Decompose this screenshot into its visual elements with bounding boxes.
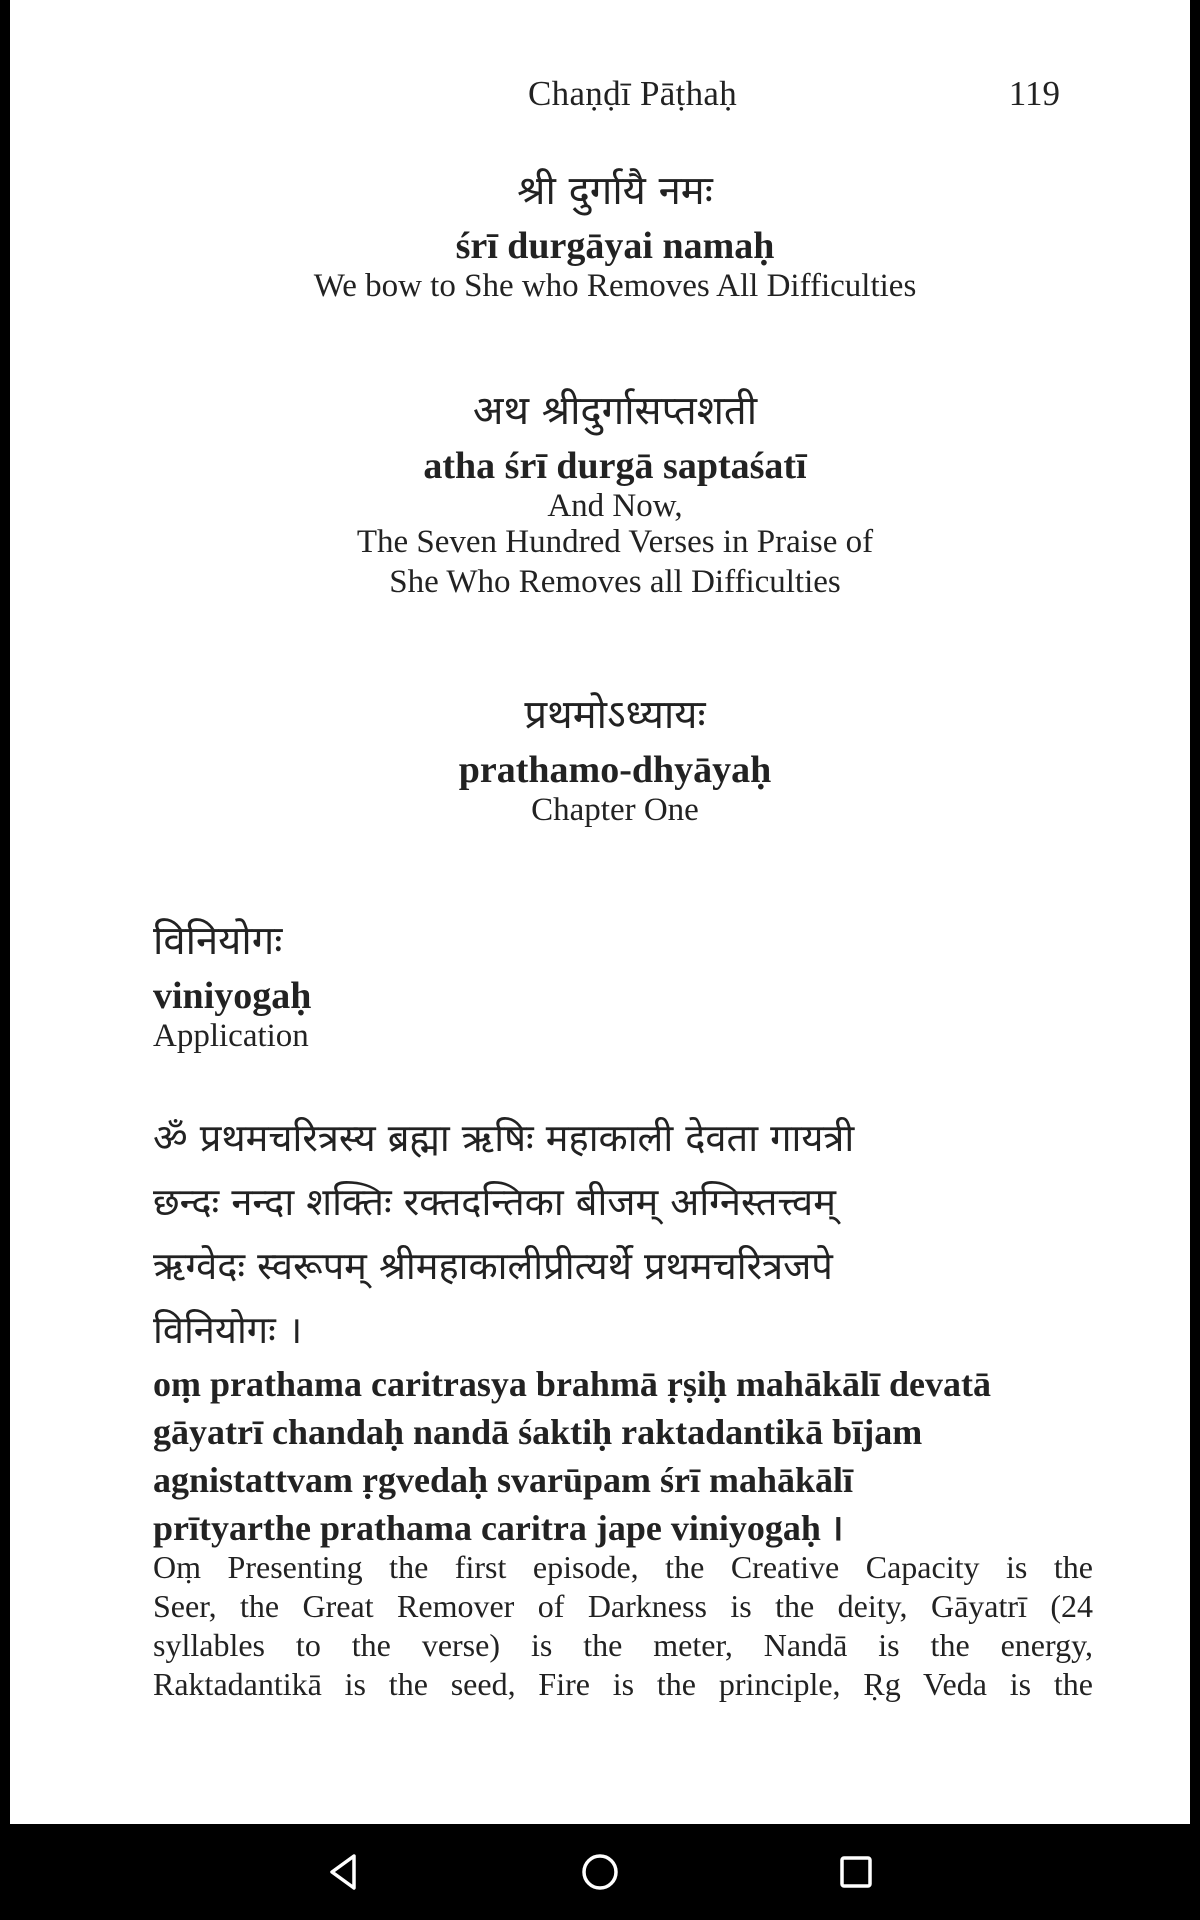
book-page	[10, 0, 1190, 1824]
recents-icon[interactable]	[828, 1844, 884, 1900]
mantra-devanagari: ॐ प्रथमचरित्रस्य ब्रह्मा ऋषिः महाकाली देवता गायत्री छन्दः नन्दा शक्तिः रक्तदन्तिका बीजम् अग्निस्तत्त्वम् ऋग्वेदः स्वरूपम् श्रीमहाकालीप्रीत्यर्थे प्रथमचरित्रजपे विनियोगः ।	[153, 1116, 855, 1352]
mantra-transliteration: oṃ prathama caritrasya brahmā ṛṣiḥ mahākālī devatā gāyatrī chandaḥ nandā śaktiḥ raktadantikā bījam agnistattvam ṛgvedaḥ svarūpam śrī mahākālī prītyarthe prathama caritra jape viniyogaḥ ।	[153, 1364, 991, 1548]
viniyoga-translation: Application	[153, 1018, 309, 1054]
viniyoga-devanagari: विनियोगः	[153, 918, 283, 964]
system-navigation-bar	[0, 1824, 1200, 1920]
chapter-translation: Chapter One	[531, 792, 699, 828]
title-translation-line1: And Now,	[547, 488, 683, 524]
running-head: Chaṇḍī Pāṭhaḥ	[528, 74, 738, 113]
title-transliteration: atha śrī durgā saptaśatī	[423, 445, 807, 487]
title-devanagari: अथ श्रीदुर्गासप्तशती	[472, 388, 758, 434]
invocation-translation: We bow to She who Removes All Difficulties	[313, 268, 917, 304]
invocation-transliteration: śrī durgāyai namaḥ	[455, 225, 775, 267]
chapter-transliteration: prathamo-dhyāyaḥ	[458, 749, 772, 791]
back-icon[interactable]	[316, 1844, 372, 1900]
chapter-devanagari: प्रथमोऽध्यायः	[524, 692, 706, 738]
page-number: 119	[1008, 74, 1060, 113]
invocation-devanagari: श्री दुर्गायै नमः	[517, 168, 713, 214]
viniyoga-transliteration: viniyogaḥ	[153, 975, 312, 1017]
title-translation-line2: The Seven Hundred Verses in Praise of	[356, 524, 874, 560]
mantra-translation: Oṃ Presenting the first episode, the Creative Capacity is the Seer, the Great Remover of Darkness is the deity, Gāyatrī (24 syllables to the verse) is the meter, Nandā is the energy, Raktadantikā is the seed, Fire is the principle, Ṛg Veda is the	[153, 1549, 1093, 1702]
title-translation-line3: She Who Removes all Difficulties	[389, 564, 841, 600]
home-icon[interactable]	[572, 1844, 628, 1900]
